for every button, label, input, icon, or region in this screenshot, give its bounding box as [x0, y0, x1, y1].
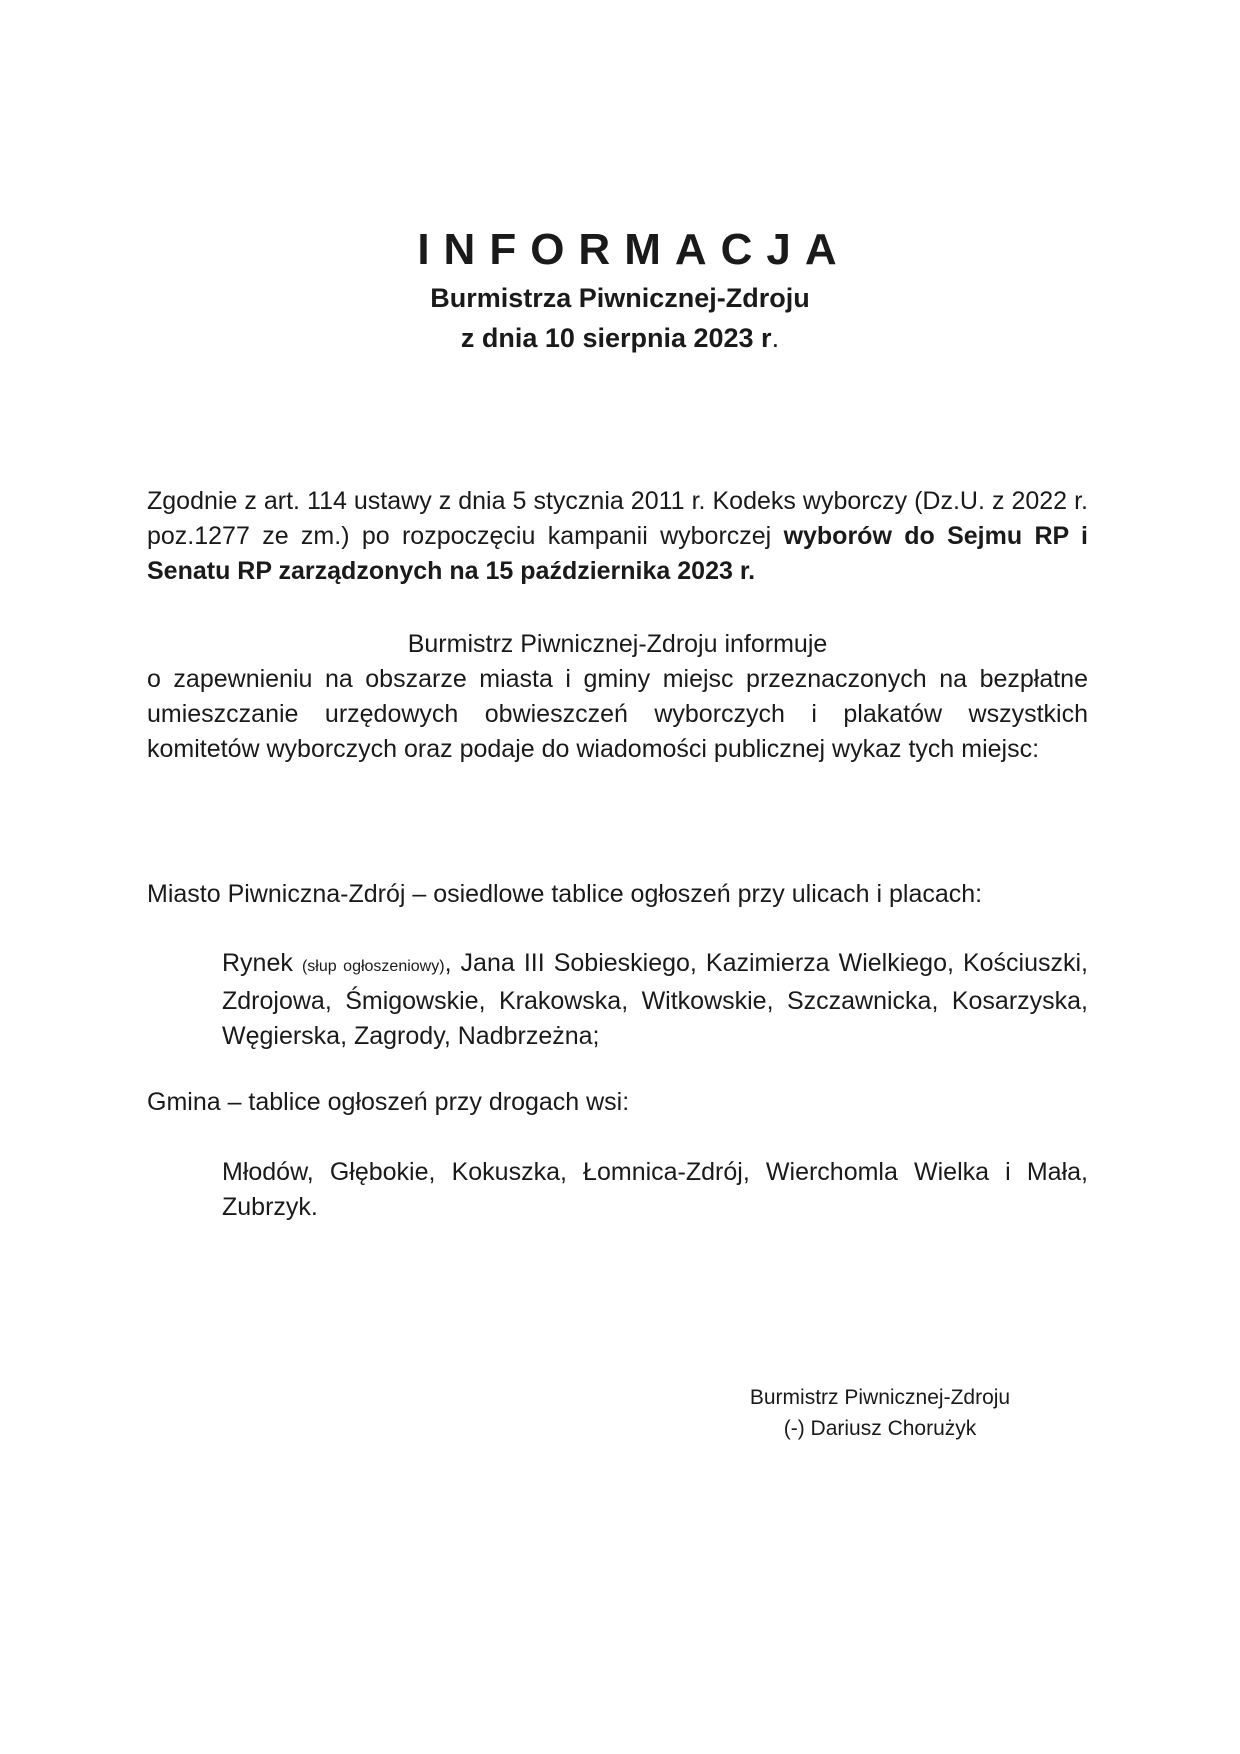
- document-date: [0, 320, 1240, 356]
- commune-heading: Gmina – tablice ogłoszeń przy drogach wsi:: [147, 1088, 630, 1116]
- commune-villages-list: Młodów, Głębokie, Kokuszka, Łomnica-Zdrój, Wierchomla Wielka i Mała, Zubrzyk.: [222, 1158, 1088, 1221]
- document-title: INFORMACJA: [417, 225, 851, 274]
- city-streets-list: [222, 946, 1088, 1054]
- notice-body: o zapewnieniu na obszarze miasta i gminy miejsc przeznaczonych na bezpłatne umieszczanie urzędowych obwieszczeń wyborczych i plakatów wszystkich komitetów wyborczych oraz podaje do wiadomości publicznej wykaz tych miejsc:: [147, 665, 1088, 763]
- intro-bold-text: wyborów do Sejmu RP i Senatu RP zarządzonych na 15 października 2023 r.: [147, 522, 1088, 585]
- intro-paragraph: [147, 484, 1088, 589]
- signature-name: (-) Dariusz Chorużyk: [783, 1417, 977, 1440]
- city-streets-rest: , Jana III Sobieskiego, Kazimierza Wielkiego, Kościuszki, Zdrojowa, Śmigowskie, Krakowska, Witkowskie, Szczawnicka, Kosarzyska, Węgierska, Zagrody, Nadbrzeżna;: [222, 949, 1089, 1050]
- city-location-note: (słup ogłoszeniowy): [301, 958, 445, 975]
- intro-text: Zgodnie z art. 114 ustawy z dnia 5 stycznia 2011 r. Kodeks wyborczy (Dz.U. z 2022 r. poz.1277 ze zm.) po rozpoczęciu kampanii wyborczej: [147, 487, 1088, 550]
- city-heading: Miasto Piwniczna-Zdrój – osiedlowe tablice ogłoszeń przy ulicach i placach:: [147, 880, 983, 908]
- document-issuer: Burmistrza Piwnicznej-Zdroju: [430, 283, 810, 313]
- document-date-text: z dnia 10 sierpnia 2023 r: [460, 323, 772, 353]
- document-date-dot: .: [771, 323, 780, 353]
- signature-office: Burmistrz Piwnicznej-Zdroju: [749, 1386, 1011, 1409]
- signature-block: [700, 1382, 1060, 1444]
- notice-lead: Burmistrz Piwnicznej-Zdroju informuje: [407, 630, 828, 658]
- city-first-location: Rynek: [222, 949, 293, 977]
